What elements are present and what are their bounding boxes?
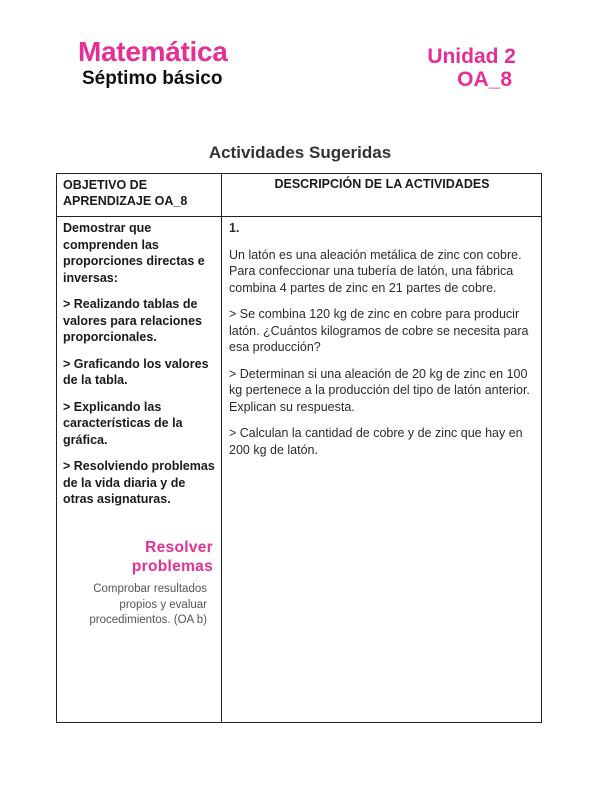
objective-item: > Realizando tablas de valores para relaciones proporcionales. [63,297,202,344]
grade-level: Séptimo básico [82,68,223,89]
skill-badge [63,538,213,629]
skill-badge-title-line: Resolver [145,539,213,556]
section-title: Actividades Sugeridas [208,143,392,162]
objective-item: > Explicando las características de la gráfica. [63,399,183,447]
activities-table [56,173,542,723]
table-header-objective: OBJETIVO DE APRENDIZAJE OA_8 [63,178,188,208]
activity-paragraph: > Se combina 120 kg de zinc en cobre para producir latón. ¿Cuántos kilogramos de cobre se necesita para esa producción? [229,307,529,354]
description-cell [229,220,539,468]
oa-code: OA_8 [457,68,512,91]
header-divider [57,216,541,217]
skill-badge-title [63,538,213,576]
activity-paragraph: Un latón es una aleación metálica de zinc con cobre. Para confeccionar una tubería de latón, una fábrica combina 4 partes de zinc en 21 partes de cobre. [229,247,522,295]
activity-number: 1. [229,221,240,235]
objective-item: > Resolviendo problemas de la vida diaria y de otras asignaturas. [63,459,215,506]
objective-item: > Graficando los valores de la tabla. [63,356,209,387]
objective-cell [63,220,215,518]
column-divider [221,174,222,722]
activity-paragraph: > Calculan la cantidad de cobre y de zinc que hay en 200 kg de latón. [229,426,523,457]
unit-label: Unidad 2 [427,45,516,68]
table-header-description: DESCRIPCIÓN DE LA ACTIVIDADES [274,177,490,191]
subject-title: Matemática [78,36,228,67]
skill-badge-title-line: problemas [131,558,213,575]
objective-intro: Demostrar que comprenden las proporciones directas e inversas: [63,221,205,285]
activity-paragraph: > Determinan si una aleación de 20 kg de zinc en 100 kg pertenece a la producción del tipo de latón anterior. Explican su respuesta. [229,366,530,414]
skill-badge-text: Comprobar resultados propios y evaluar procedimientos. (OA b) [89,583,207,626]
